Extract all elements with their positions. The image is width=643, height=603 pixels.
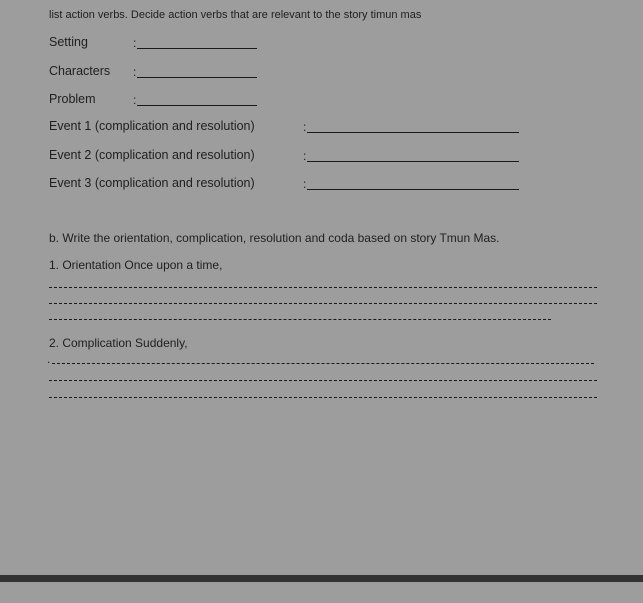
event1-label: Event 1 (complication and resolution) <box>49 119 255 133</box>
event3-label: Event 3 (complication and resolution) <box>49 176 255 190</box>
setting-blank[interactable] <box>137 48 257 49</box>
complication-line-3[interactable] <box>49 397 597 398</box>
complication-line-1[interactable] <box>52 363 594 364</box>
orientation-line-1[interactable] <box>49 287 597 288</box>
orientation-prompt: 1. Orientation Once upon a time, <box>49 258 223 272</box>
event2-colon: : <box>303 149 307 163</box>
problem-colon: : <box>133 93 137 107</box>
event1-colon: : <box>303 120 307 134</box>
event3-blank[interactable] <box>307 189 519 190</box>
setting-colon: : <box>133 36 137 50</box>
setting-label: Setting <box>49 35 88 49</box>
event2-label: Event 2 (complication and resolution) <box>49 148 255 162</box>
part-b-instruction: b. Write the orientation, complication, resolution and coda based on story Tmun Mas. <box>49 231 500 245</box>
complication-prompt: 2. Complication Suddenly, <box>49 336 188 350</box>
characters-blank[interactable] <box>137 77 257 78</box>
characters-colon: : <box>133 65 137 79</box>
event2-blank[interactable] <box>307 161 519 162</box>
intro-text: list action verbs. Decide action verbs that are relevant to the story timun mas <box>49 9 422 21</box>
complication-line-2[interactable] <box>49 380 597 381</box>
event1-blank[interactable] <box>307 132 519 133</box>
complication-mark: . <box>47 352 51 366</box>
bottom-strip <box>0 582 643 603</box>
orientation-line-3[interactable] <box>49 319 551 320</box>
event3-colon: : <box>303 177 307 191</box>
page-bottom-edge <box>0 575 643 582</box>
problem-label: Problem <box>49 92 96 106</box>
orientation-line-2[interactable] <box>49 303 597 304</box>
problem-blank[interactable] <box>137 105 257 106</box>
characters-label: Characters <box>49 64 111 78</box>
